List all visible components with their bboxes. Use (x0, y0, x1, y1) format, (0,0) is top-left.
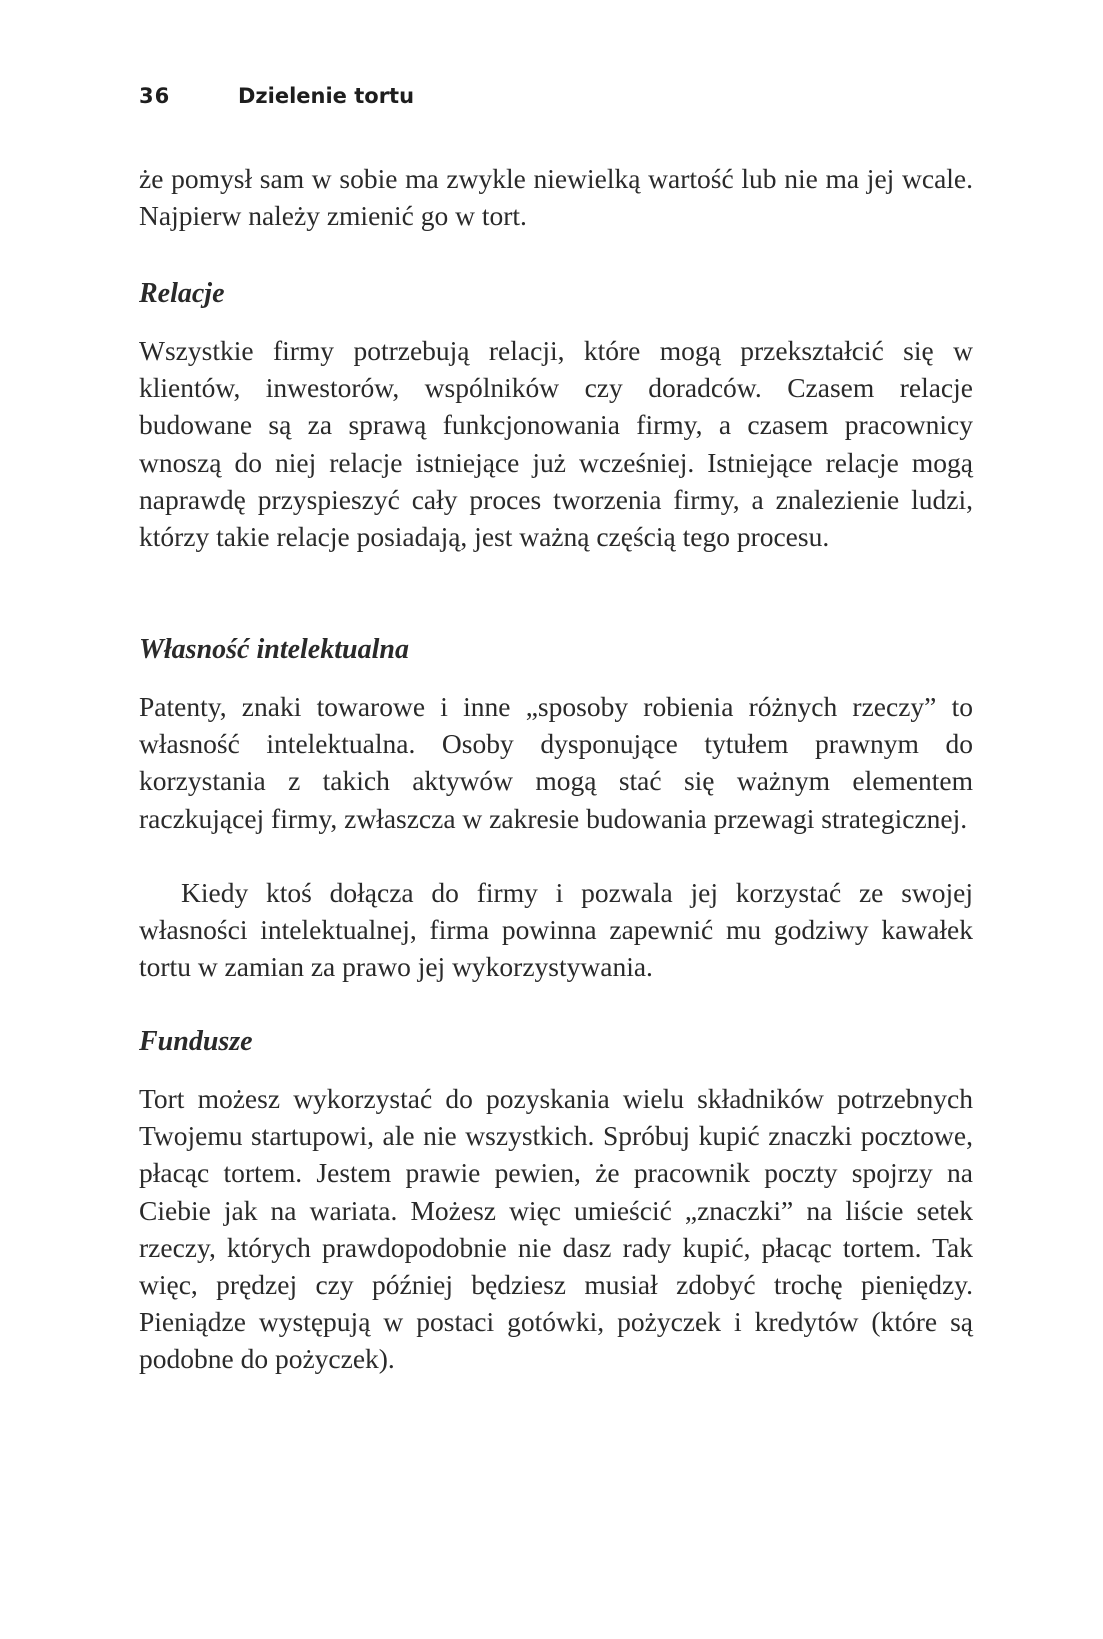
section-heading-wlasnosc-intelektualna: Własność intelektualna (139, 634, 409, 665)
running-header (139, 84, 969, 114)
paragraph-intro: że pomysł sam w sobie ma zwykle niewielką wartość lub nie ma jej wcale. Najpierw należy zmienić go w tort. (139, 163, 973, 232)
paragraph-fundusze: Tort możesz wykorzystać do pozyskania wielu składników potrzebnych Twojemu startupowi, ale nie wszystkich. Spróbuj kupić znaczki pocztowe, płacąc tortem. Jestem prawie pewien, że pracownik poczty spojrzy na Ciebie jak na wariata. Możesz więc umieścić „znaczki” na liście setek rzeczy, których prawdopodobnie nie dasz rady kupić, płacąc tortem. Tak więc, prędzej czy później będziesz musiał zdobyć trochę pieniędzy. Pieniądze występują w postaci gotówki, pożyczek i kredytów (które są podobne do pożyczek). (139, 1083, 973, 1375)
paragraph-wlasnosc-1: Patenty, znaki towarowe i inne „sposoby robienia różnych rzeczy” to własność intelektualna. Osoby dysponujące tytułem prawnym do korzystania z takich aktywów mogą stać się ważnym elementem raczkującej firmy, zwłaszcza w zakresie budowania przewagi strategicznej. (139, 691, 973, 834)
page-number: 36 (139, 84, 171, 108)
paragraph-wlasnosc-2: Kiedy ktoś dołącza do firmy i pozwala jej korzystać ze swojej własności intelektualnej, firma powinna zapewnić mu godziwy kawałek tortu w zamian za prawo jej wykorzystywania. (139, 877, 973, 983)
paragraph-relacje: Wszystkie firmy potrzebują relacji, które mogą przekształcić się w klientów, inwestorów, wspólników czy doradców. Czasem relacje budowane są za sprawą funkcjonowania firmy, a czasem pracownicy wnoszą do niej relacje istniejące już wcześniej. Istniejące relacje mogą naprawdę przyspieszyć cały proces tworzenia firmy, a znalezienie ludzi, którzy takie relacje posiadają, jest ważną częścią tego procesu. (139, 335, 973, 553)
section-heading-relacje: Relacje (139, 278, 225, 309)
section-heading-fundusze: Fundusze (139, 1026, 253, 1057)
running-title: Dzielenie tortu (238, 84, 415, 108)
